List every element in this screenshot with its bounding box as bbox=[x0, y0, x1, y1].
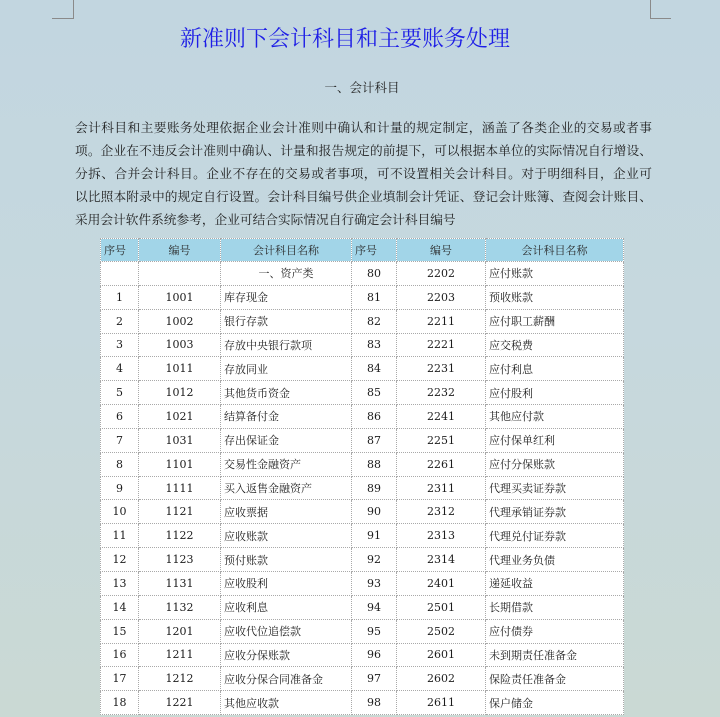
table-row bbox=[101, 285, 624, 309]
cell-code[interactable]: 2401 bbox=[397, 571, 486, 595]
cell-code[interactable]: 2611 bbox=[397, 691, 486, 715]
cell-account-name[interactable]: 代理买卖证券款 bbox=[486, 476, 624, 500]
cell-account-name[interactable]: 应付职工薪酬 bbox=[486, 309, 624, 333]
cell-code[interactable]: 1132 bbox=[139, 595, 221, 619]
cell-account-name[interactable]: 代理承销证券款 bbox=[486, 500, 624, 524]
cell-code[interactable]: 1123 bbox=[139, 548, 221, 572]
cell-code[interactable]: 2601 bbox=[397, 643, 486, 667]
table-row bbox=[101, 571, 624, 595]
cell-code[interactable]: 2313 bbox=[397, 524, 486, 548]
cell-index[interactable]: 88 bbox=[352, 452, 397, 476]
cell-account-name[interactable]: 预收账款 bbox=[486, 285, 624, 309]
cell-code[interactable]: 2501 bbox=[397, 595, 486, 619]
cell-code[interactable]: 2241 bbox=[397, 405, 486, 429]
body-paragraph[interactable] bbox=[75, 116, 652, 231]
cell-index[interactable]: 11 bbox=[101, 524, 139, 548]
cell-account-name[interactable]: 递延收益 bbox=[486, 571, 624, 595]
cell-account-name[interactable]: 应交税费 bbox=[486, 333, 624, 357]
chart-of-accounts-table[interactable] bbox=[100, 238, 624, 715]
cell-index[interactable]: 17 bbox=[101, 667, 139, 691]
body-paragraph-line: 分拆、合并会计科目。企业不存在的交易或者事项，可不设置相关会计科目。对于明细科目，企业可 bbox=[75, 166, 652, 181]
header-code: 编号 bbox=[397, 239, 486, 262]
cell-code[interactable]: 1212 bbox=[139, 667, 221, 691]
cell-account-name[interactable]: 应收分保账款 bbox=[221, 643, 352, 667]
cell-code[interactable]: 1111 bbox=[139, 476, 221, 500]
cell-account-name[interactable]: 买入返售金融资产 bbox=[221, 476, 352, 500]
table-row bbox=[101, 524, 624, 548]
cell-index[interactable]: 85 bbox=[352, 381, 397, 405]
cell-index[interactable]: 83 bbox=[352, 333, 397, 357]
table-row bbox=[101, 428, 624, 452]
cell-index[interactable]: 94 bbox=[352, 595, 397, 619]
cell-code[interactable]: 2202 bbox=[397, 262, 486, 286]
header-code: 编号 bbox=[139, 239, 221, 262]
cell-account-name[interactable]: 应收分保合同准备金 bbox=[221, 667, 352, 691]
table-row bbox=[101, 667, 624, 691]
table-row bbox=[101, 262, 624, 286]
table-row bbox=[101, 309, 624, 333]
cell-account-name[interactable]: 应付债券 bbox=[486, 619, 624, 643]
table-header bbox=[101, 239, 624, 262]
crop-mark-top-right bbox=[650, 0, 671, 19]
cell-index[interactable]: 10 bbox=[101, 500, 139, 524]
crop-mark-top-left bbox=[52, 0, 74, 19]
cell-index[interactable]: 3 bbox=[101, 333, 139, 357]
cell-account-name[interactable]: 应收股利 bbox=[221, 571, 352, 595]
cell-index[interactable]: 1 bbox=[101, 285, 139, 309]
cell-account-name[interactable]: 代理业务负债 bbox=[486, 548, 624, 572]
cell-index[interactable]: 92 bbox=[352, 548, 397, 572]
cell-code[interactable]: 2314 bbox=[397, 548, 486, 572]
body-paragraph-line: 以比照本附录中的规定自行设置。会计科目编号供企业填制会计凭证、登记会计账簿、查阅会计账目、 bbox=[75, 189, 652, 204]
header-account-name: 会计科目名称 bbox=[221, 239, 352, 262]
body-paragraph-line: 项。企业在不违反会计准则中确认、计量和报告规定的前提下，可以根据本单位的实际情况自行增设、 bbox=[75, 143, 652, 158]
table-row bbox=[101, 357, 624, 381]
body-paragraph-line: 会计科目和主要账务处理依据企业会计准则中确认和计量的规定制定，涵盖了各类企业的交易或者事 bbox=[75, 120, 652, 135]
cell-account-name[interactable]: 银行存款 bbox=[221, 309, 352, 333]
cell-index[interactable]: 97 bbox=[352, 667, 397, 691]
cell-account-name[interactable]: 其他货币资金 bbox=[221, 381, 352, 405]
cell-code[interactable]: 1131 bbox=[139, 571, 221, 595]
cell-account-name[interactable]: 应付账款 bbox=[486, 262, 624, 286]
cell-code[interactable]: 1221 bbox=[139, 691, 221, 715]
cell-account-name[interactable]: 保险责任准备金 bbox=[486, 667, 624, 691]
cell-account-name[interactable]: 应收账款 bbox=[221, 524, 352, 548]
cell-index[interactable]: 7 bbox=[101, 428, 139, 452]
cell-index[interactable]: 15 bbox=[101, 619, 139, 643]
cell-account-name[interactable]: 长期借款 bbox=[486, 595, 624, 619]
cell-code[interactable]: 2502 bbox=[397, 619, 486, 643]
cell-code[interactable]: 2311 bbox=[397, 476, 486, 500]
header-account-name: 会计科目名称 bbox=[486, 239, 624, 262]
cell-account-name[interactable]: 应付股利 bbox=[486, 381, 624, 405]
cell-account-name[interactable]: 一、资产类 bbox=[221, 262, 352, 286]
table-row bbox=[101, 476, 624, 500]
cell-index[interactable]: 8 bbox=[101, 452, 139, 476]
cell-index[interactable]: 6 bbox=[101, 405, 139, 429]
cell-index[interactable]: 12 bbox=[101, 548, 139, 572]
cell-account-name[interactable]: 保户储金 bbox=[486, 691, 624, 715]
cell-index[interactable]: 14 bbox=[101, 595, 139, 619]
header-index: 序号 bbox=[101, 239, 139, 262]
cell-account-name[interactable]: 其他应付款 bbox=[486, 405, 624, 429]
table-row bbox=[101, 500, 624, 524]
cell-code[interactable]: 2231 bbox=[397, 357, 486, 381]
cell-code[interactable]: 1201 bbox=[139, 619, 221, 643]
cell-code[interactable]: 2221 bbox=[397, 333, 486, 357]
cell-code[interactable]: 1121 bbox=[139, 500, 221, 524]
cell-code[interactable]: 1101 bbox=[139, 452, 221, 476]
cell-code[interactable]: 2312 bbox=[397, 500, 486, 524]
table-row bbox=[101, 452, 624, 476]
cell-account-name[interactable]: 库存现金 bbox=[221, 285, 352, 309]
cell-account-name[interactable]: 未到期责任准备金 bbox=[486, 643, 624, 667]
cell-index[interactable]: 86 bbox=[352, 405, 397, 429]
cell-code[interactable] bbox=[139, 262, 221, 286]
table-row bbox=[101, 691, 624, 715]
cell-index[interactable]: 18 bbox=[101, 691, 139, 715]
cell-code[interactable]: 1211 bbox=[139, 643, 221, 667]
table-row bbox=[101, 619, 624, 643]
cell-index[interactable]: 80 bbox=[352, 262, 397, 286]
cell-account-name[interactable]: 应付利息 bbox=[486, 357, 624, 381]
document-title[interactable]: 新准则下会计科目和主要账务处理 bbox=[179, 27, 510, 52]
body-paragraph-line: 采用会计软件系统参考，企业可结合实际情况自行确定会计科目编号 bbox=[75, 212, 456, 227]
cell-account-name[interactable]: 结算备付金 bbox=[221, 405, 352, 429]
table-body bbox=[101, 262, 624, 715]
cell-index[interactable]: 16 bbox=[101, 643, 139, 667]
cell-account-name[interactable]: 应收代位追偿款 bbox=[221, 619, 352, 643]
cell-code[interactable]: 1031 bbox=[139, 428, 221, 452]
cell-code[interactable]: 1002 bbox=[139, 309, 221, 333]
cell-index[interactable]: 9 bbox=[101, 476, 139, 500]
cell-code[interactable]: 2232 bbox=[397, 381, 486, 405]
header-index: 序号 bbox=[352, 239, 397, 262]
table-row bbox=[101, 548, 624, 572]
cell-code[interactable]: 2261 bbox=[397, 452, 486, 476]
cell-index[interactable]: 84 bbox=[352, 357, 397, 381]
cell-code[interactable]: 1122 bbox=[139, 524, 221, 548]
cell-code[interactable]: 1011 bbox=[139, 357, 221, 381]
cell-index[interactable]: 89 bbox=[352, 476, 397, 500]
cell-index[interactable]: 90 bbox=[352, 500, 397, 524]
table-row bbox=[101, 333, 624, 357]
cell-index[interactable]: 96 bbox=[352, 643, 397, 667]
cell-account-name[interactable]: 代理兑付证券款 bbox=[486, 524, 624, 548]
cell-code[interactable]: 2251 bbox=[397, 428, 486, 452]
cell-code[interactable]: 2602 bbox=[397, 667, 486, 691]
cell-code[interactable]: 2203 bbox=[397, 285, 486, 309]
cell-account-name[interactable]: 应付分保账款 bbox=[486, 452, 624, 476]
cell-index[interactable]: 93 bbox=[352, 571, 397, 595]
cell-account-name[interactable]: 应收利息 bbox=[221, 595, 352, 619]
cell-code[interactable]: 1021 bbox=[139, 405, 221, 429]
cell-index[interactable]: 95 bbox=[352, 619, 397, 643]
cell-code[interactable]: 1003 bbox=[139, 333, 221, 357]
cell-account-name[interactable]: 交易性金融资产 bbox=[221, 452, 352, 476]
table-row bbox=[101, 381, 624, 405]
cell-account-name[interactable]: 应收票据 bbox=[221, 500, 352, 524]
cell-index[interactable]: 4 bbox=[101, 357, 139, 381]
cell-index[interactable]: 82 bbox=[352, 309, 397, 333]
cell-account-name[interactable]: 存放中央银行款项 bbox=[221, 333, 352, 357]
cell-code[interactable]: 1012 bbox=[139, 381, 221, 405]
cell-index[interactable] bbox=[101, 262, 139, 286]
table-header-row bbox=[101, 239, 624, 262]
cell-account-name[interactable]: 存放同业 bbox=[221, 357, 352, 381]
cell-index[interactable]: 2 bbox=[101, 309, 139, 333]
cell-code[interactable]: 2211 bbox=[397, 309, 486, 333]
cell-index[interactable]: 98 bbox=[352, 691, 397, 715]
cell-index[interactable]: 13 bbox=[101, 571, 139, 595]
cell-index[interactable]: 81 bbox=[352, 285, 397, 309]
cell-account-name[interactable]: 其他应收款 bbox=[221, 691, 352, 715]
cell-index[interactable]: 87 bbox=[352, 428, 397, 452]
cell-account-name[interactable]: 应付保单红利 bbox=[486, 428, 624, 452]
cell-index[interactable]: 91 bbox=[352, 524, 397, 548]
cell-code[interactable]: 1001 bbox=[139, 285, 221, 309]
table-row bbox=[101, 405, 624, 429]
cell-index[interactable]: 5 bbox=[101, 381, 139, 405]
cell-account-name[interactable]: 预付账款 bbox=[221, 548, 352, 572]
cell-account-name[interactable]: 存出保证金 bbox=[221, 428, 352, 452]
table-row bbox=[101, 643, 624, 667]
section-heading[interactable]: 一、会计科目 bbox=[324, 80, 400, 95]
table-row bbox=[101, 595, 624, 619]
